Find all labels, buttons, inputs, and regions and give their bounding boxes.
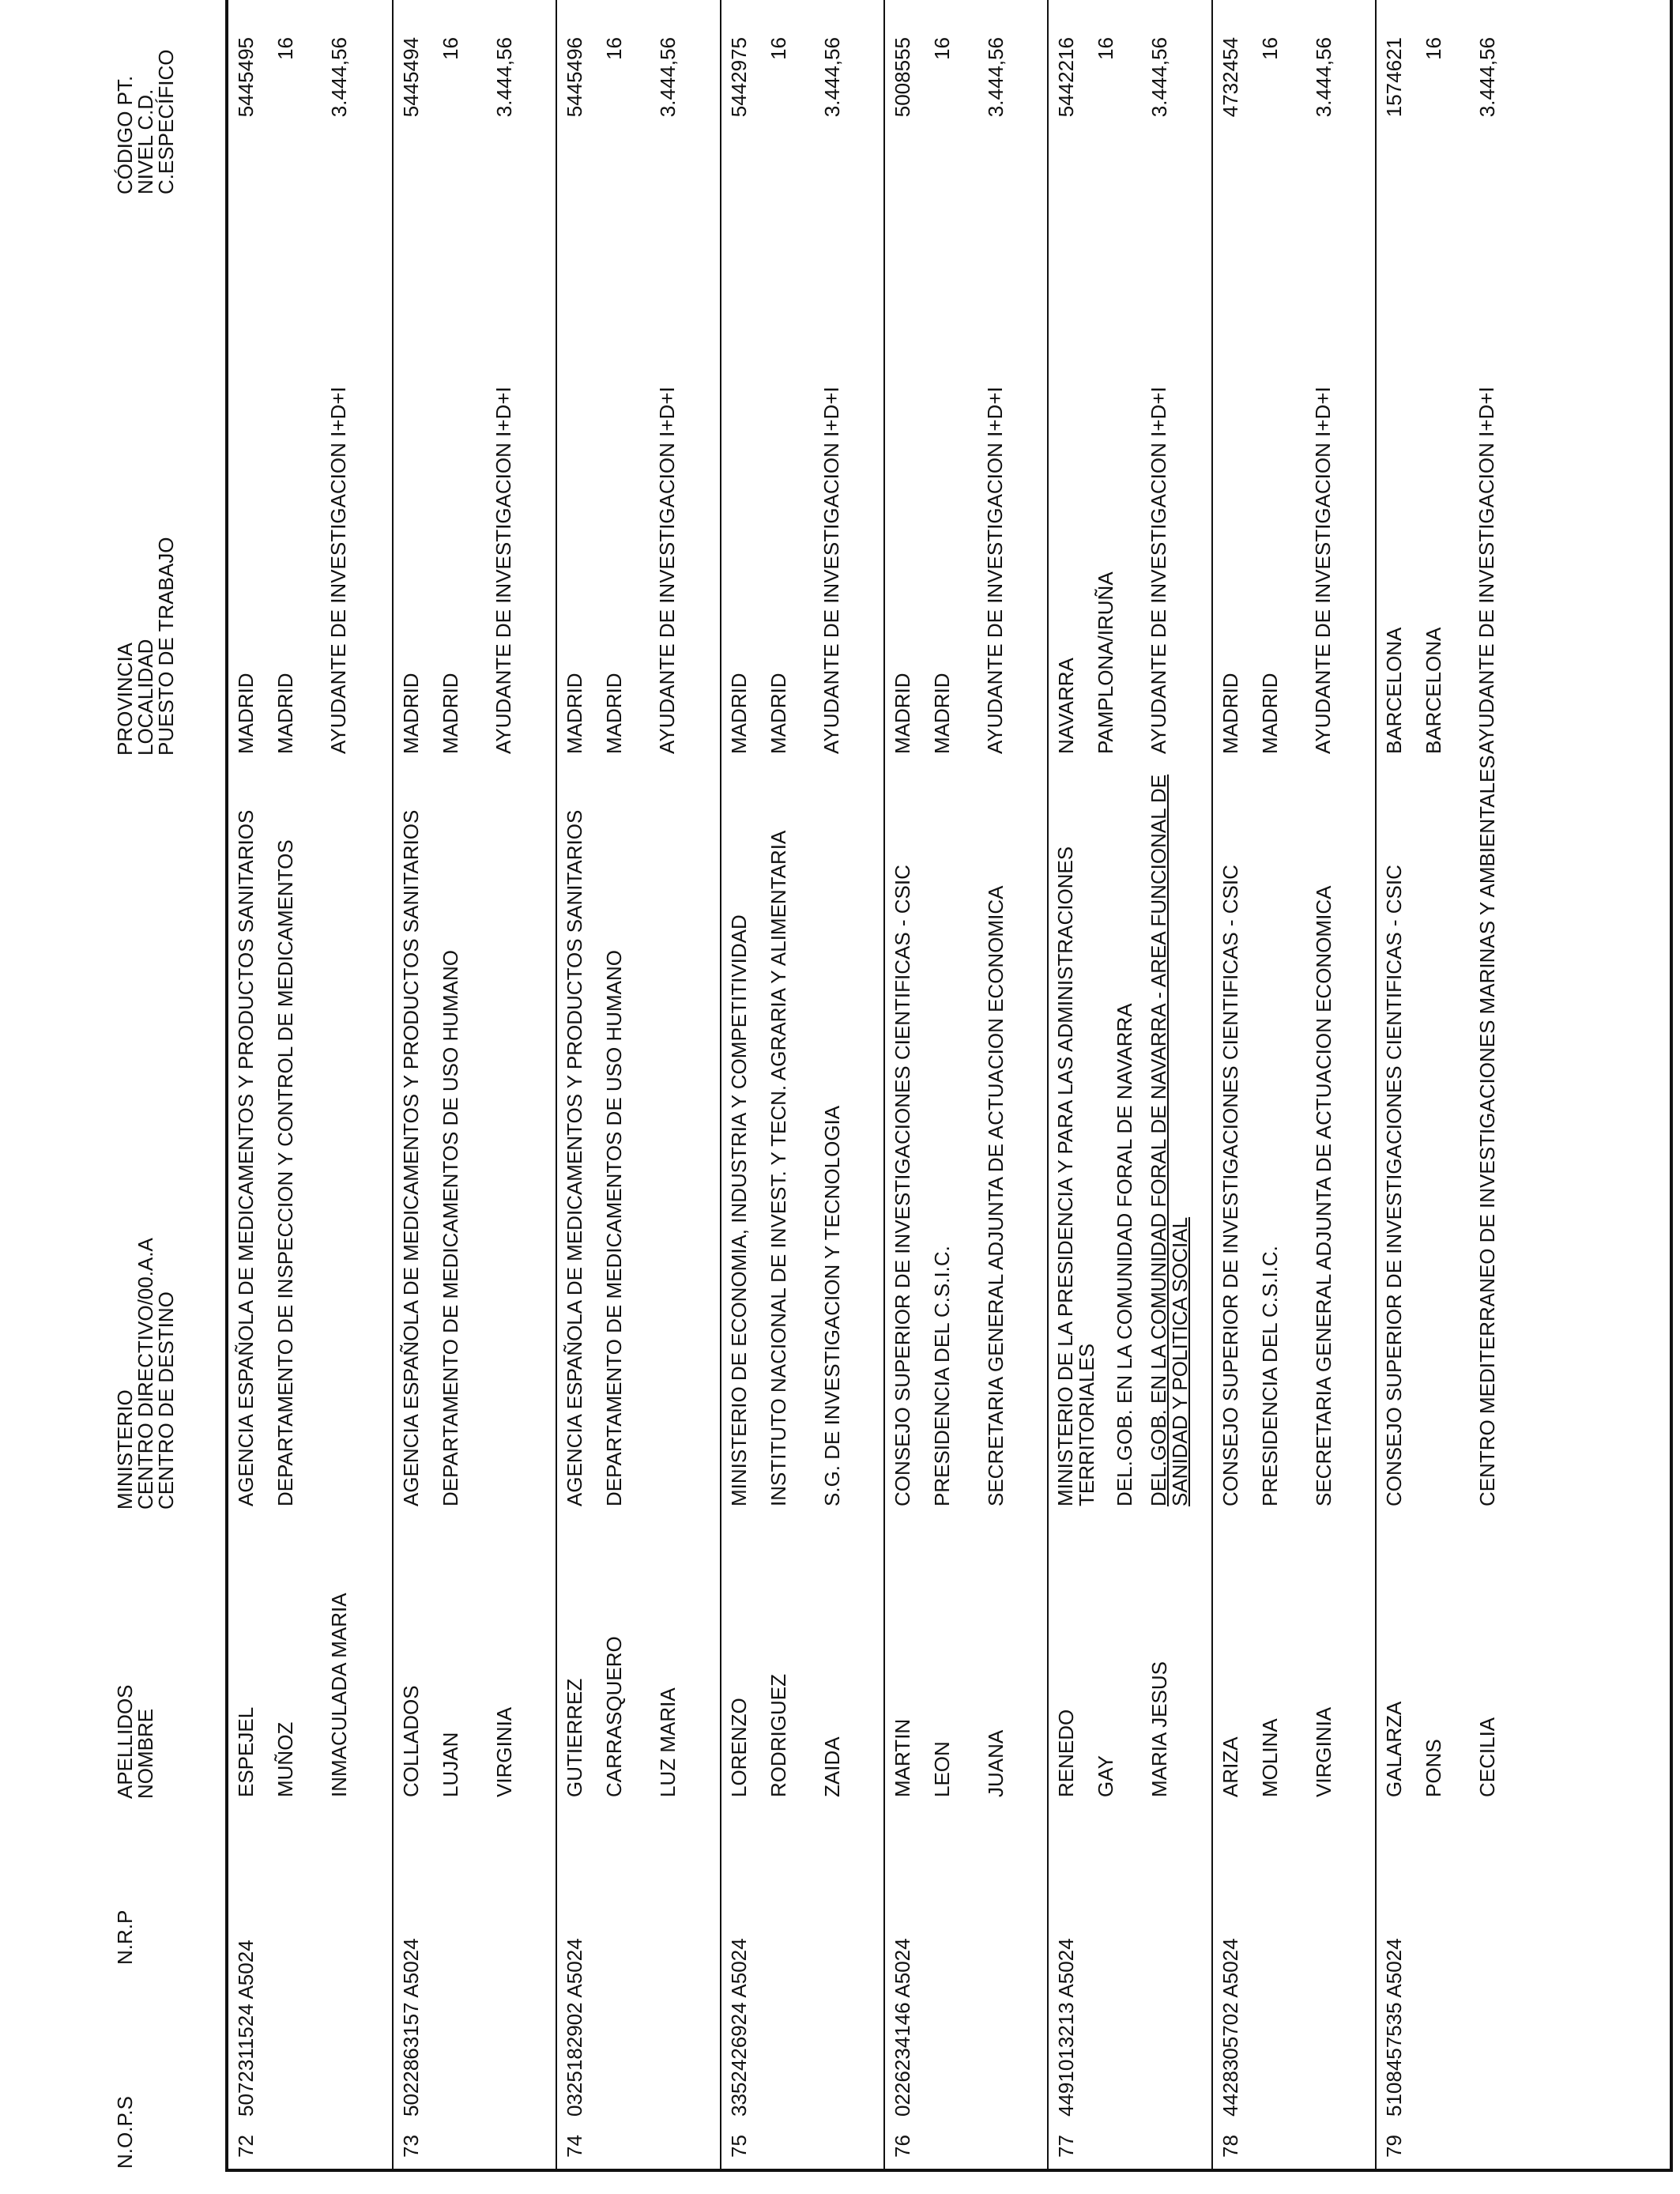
record-provincia: MADRID [563,673,586,754]
record-nrp: 0226234146 A5024 [891,1938,914,2117]
record-nombre: CECILIA [1475,1717,1499,1797]
record-ministerio: CONSEJO SUPERIOR DE INVESTIGACIONES CIENTIFICAS - CSIC [1382,865,1406,1506]
record-ministerio: AGENCIA ESPAÑOLA DE MEDICAMENTOS Y PRODUCTOS SANITARIOS [563,809,586,1506]
record-ministerio: AGENCIA ESPAÑOLA DE MEDICAMENTOS Y PRODUCTOS SANITARIOS [234,809,258,1506]
record-especifico: 3.444,56 [656,37,680,118]
record-apellido1: GALARZA [1382,1701,1406,1797]
record-especifico: 3.444,56 [820,37,844,118]
record-nrp: 3352426924 A5024 [727,1938,751,2117]
record-codigo: 4732454 [1219,37,1242,118]
record-codigo: 5008555 [891,37,914,118]
record-centro-directivo: INSTITUTO NACIONAL DE INVEST. Y TECN. AGRARIA Y ALIMENTARIA [767,830,790,1506]
record-localidad: PAMPLONA/IRUÑA [1094,571,1117,754]
table-row [228,0,392,2169]
header-nrp: N.R.P [113,1909,137,1965]
record-localidad: MADRID [767,673,790,754]
record-number: 79 [1382,2135,1406,2158]
record-nrp: 5108457535 A5024 [1382,1938,1406,2117]
record-especifico: 3.444,56 [1312,37,1335,118]
record-especifico: 3.444,56 [984,37,1008,118]
record-especifico: 3.444,56 [1475,37,1499,118]
table-row [1211,0,1375,2169]
record-localidad: MADRID [273,673,297,754]
record-apellido2: MUÑOZ [273,1721,297,1797]
record-puesto: AYUDANTE DE INVESTIGACION I+D+I [492,386,515,754]
table-row [1047,0,1211,2169]
record-puesto: AYUDANTE DE INVESTIGACION I+D+I [655,386,679,754]
record-ministerio: MINISTERIO DE ECONOMIA, INDUSTRIA Y COMPETITIVIDAD [727,914,751,1506]
record-centro-directivo: PRESIDENCIA DEL C.S.I.C. [1258,1246,1282,1506]
record-number: 74 [563,2135,586,2158]
header-ministerio: MINISTERIO CENTRO DIRECTIVO/00.A.A CENTRO DE DESTINO [113,1238,178,1510]
record-apellido2: PONS [1422,1739,1445,1797]
record-number: 77 [1054,2135,1078,2158]
record-centro-directivo: PRESIDENCIA DEL C.S.I.C. [930,1246,954,1506]
record-puesto: AYUDANTE DE INVESTIGACION I+D+I [1475,386,1498,754]
record-ministerio: CONSEJO SUPERIOR DE INVESTIGACIONES CIENTIFICAS - CSIC [891,865,914,1506]
record-apellido1: LORENZO [727,1698,751,1797]
record-nivel: 16 [1258,37,1282,60]
record-apellido1: RENEDO [1054,1709,1078,1797]
record-apellido2: CARRASQUERO [602,1636,626,1797]
record-number: 73 [399,2135,423,2158]
record-centro-directivo: DEPARTAMENTO DE INSPECCION Y CONTROL DE MEDICAMENTOS [273,839,297,1506]
record-provincia: MADRID [399,673,423,754]
header-provincia: PROVINCIA LOCALIDAD PUESTO DE TRABAJO [113,537,178,756]
record-ministerio: AGENCIA ESPAÑOLA DE MEDICAMENTOS Y PRODUCTOS SANITARIOS [399,809,423,1506]
record-localidad: BARCELONA [1422,627,1445,754]
record-puesto: AYUDANTE DE INVESTIGACION I+D+I [326,386,350,754]
column-headers [115,0,209,2194]
record-puesto: AYUDANTE DE INVESTIGACION I+D+I [983,386,1007,754]
record-nombre: VIRGINIA [1312,1706,1335,1797]
record-codigo: 5442975 [727,37,751,118]
record-nivel: 16 [602,37,626,60]
record-centro-destino: SECRETARIA GENERAL ADJUNTA DE ACTUACION ECONOMICA [1312,885,1335,1506]
record-centro-directivo: DEPARTAMENTO DE MEDICAMENTOS DE USO HUMANO [439,949,462,1506]
table-row [556,0,719,2169]
records-table [225,0,1673,2172]
record-codigo: 1574621 [1382,37,1406,118]
record-nivel: 16 [439,37,462,60]
record-provincia: MADRID [1219,673,1242,754]
record-nombre: JUANA [984,1729,1008,1797]
record-nrp: 4491013213 A5024 [1054,1938,1078,2117]
table-row [392,0,556,2169]
record-centro-destino: SECRETARIA GENERAL ADJUNTA DE ACTUACION ECONOMICA [984,885,1008,1506]
record-nombre: ZAIDA [820,1736,844,1797]
record-nombre: LUZ MARIA [656,1687,680,1797]
record-centro-destino: DEL.GOB. EN LA COMUNIDAD FORAL DE NAVARRA - AREA FUNCIONAL DE SANIDAD Y POLITICA SOCIAL [1147,774,1192,1506]
record-nivel: 16 [767,37,790,60]
record-provincia: NAVARRA [1054,658,1078,754]
record-number: 72 [234,2135,258,2158]
record-especifico: 3.444,56 [492,37,516,118]
record-nrp: 5072311524 A5024 [234,1940,258,2117]
record-centro-directivo: DEPARTAMENTO DE MEDICAMENTOS DE USO HUMANO [602,949,626,1506]
record-provincia: MADRID [234,673,258,754]
header-apellidos: APELLIDOS NOMBRE [113,1684,157,1799]
record-nrp: 0325182902 A5024 [563,1938,586,2117]
record-apellido1: GUTIERREZ [563,1678,586,1797]
record-number: 78 [1219,2135,1242,2158]
record-nivel: 16 [273,37,297,60]
record-codigo: 5445494 [399,37,423,118]
record-puesto: AYUDANTE DE INVESTIGACION I+D+I [819,386,843,754]
table-row [883,0,1047,2169]
record-nivel: 16 [1094,37,1117,60]
record-nrp: 5022863157 A5024 [399,1938,423,2117]
record-number: 75 [727,2135,751,2158]
record-provincia: BARCELONA [1382,627,1406,754]
record-apellido2: RODRIGUEZ [767,1674,790,1797]
record-apellido1: MARTIN [891,1718,914,1797]
record-nombre: VIRGINIA [492,1706,516,1797]
header-codigo: CÓDIGO PT. NIVEL C.D. C.ESPECÍFICO [113,49,178,194]
record-especifico: 3.444,56 [1147,37,1171,118]
record-nombre: MARIA JESUS [1147,1661,1171,1797]
record-localidad: MADRID [439,673,462,754]
record-nivel: 16 [930,37,954,60]
record-ministerio: MINISTERIO DE LA PRESIDENCIA Y PARA LAS ADMINISTRACIONES TERRITORIALES [1053,846,1098,1506]
record-especifico: 3.444,56 [327,37,351,118]
record-number: 76 [891,2135,914,2158]
record-nrp: 4428305702 A5024 [1219,1938,1242,2117]
record-provincia: MADRID [727,673,751,754]
record-apellido2: LUJAN [439,1732,462,1797]
table-row [720,0,883,2169]
record-puesto: AYUDANTE DE INVESTIGACION I+D+I [1311,386,1335,754]
record-provincia: MADRID [891,673,914,754]
record-codigo: 5445495 [234,37,258,118]
record-localidad: MADRID [602,673,626,754]
record-localidad: MADRID [1258,673,1282,754]
record-centro-destino: CENTRO MEDITERRANEO DE INVESTIGACIONES MARINAS Y AMBIENTALES [1475,755,1499,1506]
record-apellido1: ESPEJEL [234,1706,258,1797]
table-row [1375,0,1670,2169]
record-apellido2: LEON [930,1741,954,1797]
record-centro-directivo: DEL.GOB. EN LA COMUNIDAD FORAL DE NAVARRA [1113,1003,1136,1506]
record-apellido1: ARIZA [1219,1736,1242,1797]
record-nombre: INMACULADA MARIA [327,1593,351,1797]
record-centro-destino: S.G. DE INVESTIGACION Y TECNOLOGIA [820,1105,844,1506]
header-nops: N.O.P.S [113,2095,137,2169]
record-apellido1: COLLADOS [399,1685,423,1797]
record-puesto: AYUDANTE DE INVESTIGACION I+D+I [1147,386,1170,754]
record-apellido2: GAY [1094,1755,1117,1797]
record-ministerio: CONSEJO SUPERIOR DE INVESTIGACIONES CIENTIFICAS - CSIC [1219,865,1242,1506]
record-apellido2: MOLINA [1258,1718,1282,1797]
record-codigo: 5445496 [563,37,586,118]
record-localidad: MADRID [930,673,954,754]
record-codigo: 5442216 [1054,37,1078,118]
record-nivel: 16 [1422,37,1445,60]
